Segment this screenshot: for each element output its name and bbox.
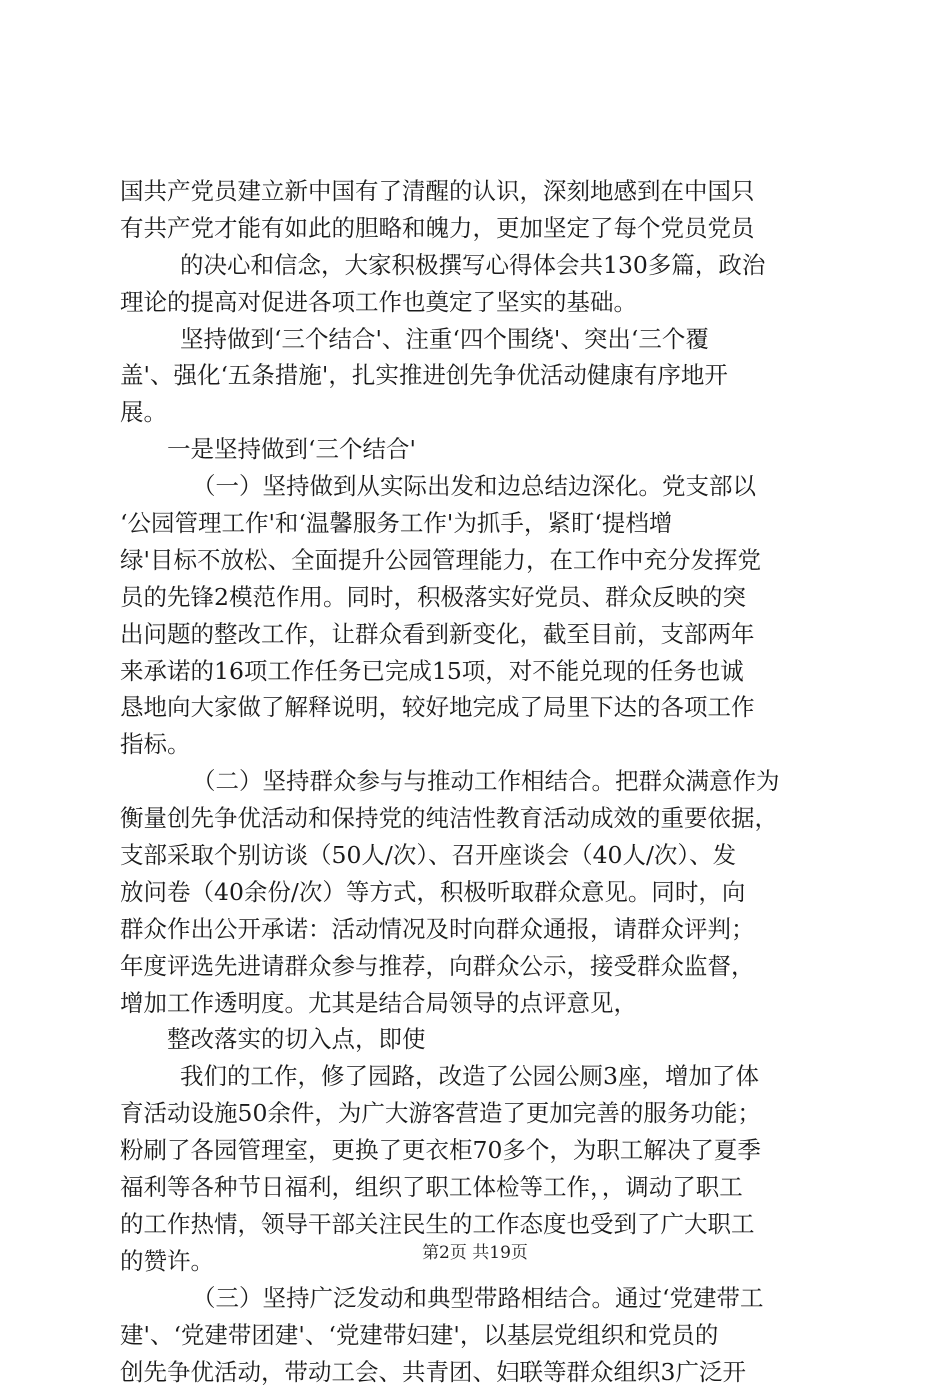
text-line: 恳地向大家做了解释说明，较好地完成了局里下达的各项工作 (120, 689, 832, 726)
text-line: 衡量创先争优活动和保持党的纯洁性教育活动成效的重要依据， (120, 800, 832, 837)
text-line: 创先争优活动，带动工会、共青团、妇联等群众组织3广泛开 (120, 1354, 832, 1390)
text-line: 增加工作透明度。尤其是结合局领导的点评意见， (120, 985, 832, 1022)
text-line: 理论的提高对促进各项工作也奠定了坚实的基础。 (120, 284, 832, 321)
text-line: 的赞许。 (120, 1243, 832, 1280)
text-line: 年度评选先进请群众参与推荐，向群众公示，接受群众监督， (120, 948, 832, 985)
text-line: 粉刷了各园管理室，更换了更衣柜70多个，为职工解决了夏季 (120, 1132, 832, 1169)
text-line: 一是坚持做到‘三个结合' (120, 431, 832, 468)
text-line: 整改落实的切入点，即使 (120, 1021, 832, 1058)
text-line: 国共产党员建立新中国有了清醒的认识，深刻地感到在中国只 (120, 173, 832, 210)
text-line: 来承诺的16项工作任务已完成15项，对不能兑现的任务也诚 (120, 653, 832, 690)
text-line: 出问题的整改工作，让群众看到新变化，截至目前，支部两年 (120, 616, 832, 653)
text-line: 群众作出公开承诺：活动情况及时向群众通报，请群众评判； (120, 911, 832, 948)
document-body (120, 173, 832, 1390)
text-line: 的决心和信念，大家积极撰写心得体会共130多篇，政治 (120, 247, 832, 284)
text-line: 建'、‘党建带团建'、‘党建带妇建'，以基层党组织和党员的 (120, 1317, 832, 1354)
text-line: 放问卷（40余份/次）等方式，积极听取群众意见。同时，向 (120, 874, 832, 911)
text-line: 员的先锋2模范作用。同时，积极落实好党员、群众反映的突 (120, 579, 832, 616)
text-line: 绿'目标不放松、全面提升公园管理能力，在工作中充分发挥党 (120, 542, 832, 579)
text-line: （一）坚持做到从实际出发和边总结边深化。党支部以 (120, 468, 832, 505)
text-line: 展。 (120, 394, 832, 431)
text-line: 我们的工作，修了园路，改造了公园公厕3座，增加了体 (120, 1058, 832, 1095)
text-line: 有共产党才能有如此的胆略和魄力，更加坚定了每个党员党员 (120, 210, 832, 247)
text-line: 盖'、强化‘五条措施'，扎实推进创先争优活动健康有序地开 (120, 357, 832, 394)
text-line: 的工作热情，领导干部关注民生的工作态度也受到了广大职工 (120, 1206, 832, 1243)
page-footer: 第2页 共19页 (0, 1241, 950, 1265)
text-line: ‘公园管理工作'和‘温馨服务工作'为抓手，紧盯‘提档增 (120, 505, 832, 542)
text-line: 福利等各种节日福利，组织了职工体检等工作，，调动了职工 (120, 1169, 832, 1206)
text-line: （三）坚持广泛发动和典型带路相结合。通过‘党建带工 (120, 1280, 832, 1317)
text-line: 坚持做到‘三个结合'、注重‘四个围绕'、突出‘三个覆 (120, 321, 832, 358)
text-line: 指标。 (120, 726, 832, 763)
text-line: 育活动设施50余件，为广大游客营造了更加完善的服务功能； (120, 1095, 832, 1132)
text-line: （二）坚持群众参与与推动工作相结合。把群众满意作为 (120, 763, 832, 800)
text-line: 支部采取个别访谈（50人/次）、召开座谈会（40人/次）、发 (120, 837, 832, 874)
